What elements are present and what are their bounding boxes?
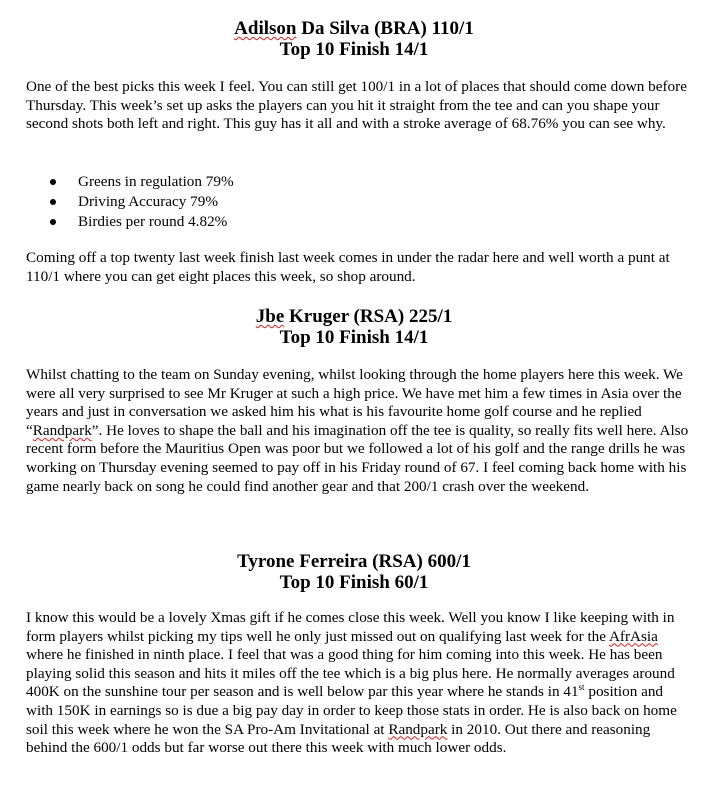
ordinal-suffix: st xyxy=(578,682,585,693)
course-name: Randpark xyxy=(32,421,92,439)
stat-item: Greens in regulation 79% xyxy=(48,172,234,192)
player-name-rest: Kruger (RSA) 225/1 xyxy=(284,306,453,327)
stat-item: Birdies per round 4.82% xyxy=(48,212,234,232)
top10-odds: Top 10 Finish 14/1 xyxy=(279,39,429,60)
stat-item: Driving Accuracy 79% xyxy=(48,192,234,212)
pick-heading xyxy=(0,551,708,593)
event-name: AfrAsia xyxy=(608,627,658,645)
pick-title xyxy=(0,306,708,327)
pick-outro-paragraph: Coming off a top twenty last week finish last week comes in under the radar here and well worth a punt at 110/1 where you can get eight places this week, so shop around. xyxy=(26,249,670,285)
player-first-name: Jbe xyxy=(255,306,285,327)
pick-heading xyxy=(0,306,708,348)
top10-odds: Top 10 Finish 60/1 xyxy=(279,572,429,593)
top10-odds: Top 10 Finish 14/1 xyxy=(279,327,429,348)
bullet-icon xyxy=(50,179,56,185)
player-name-rest: Da Silva (BRA) 110/1 xyxy=(296,18,474,39)
bullet-icon xyxy=(50,199,56,205)
pick-body-paragraph: I know this would be a lovely Xmas gift if he comes close this week. Well you know I like keeping with in form players whilst picking my tips well he only just missed out on qualifying last week for the AfrAsia where he finished in ninth place. I feel that was a good thing for him coming into this week. He has been playing solid this season and hits it miles off the tee which is a big plus here. He normally averages around 400K on the sunshine tour per season and is well below par this year where he stands in 41st position and with 150K in earnings so is due a big pay day in order to keep those stats in order. He is also back on home soil this week where he won the SA Pro-Am Invitational at Randpark in 2010. Out there and reasoning behind the 600/1 odds but far worse out there this week with much lower odds. xyxy=(26,609,677,757)
pick-body-paragraph: Whilst chatting to the team on Sunday evening, whilst looking through the home players here this week. We were all very surprised to see Mr Kruger at such a high price. We have met him a few times in Asia over the years and just in conversation we asked him his what is his favourite home golf course and he replied “Randpark”. He loves to shape the ball and his imagination off the tee is quality, so really fits well here. Also recent form before the Mauritius Open was poor but we followed a lot of his golf and the range drills he was working on Thursday evening seemed to pay off in his Friday round of 67. I feel coming back home with his game nearly back on song he could find another gear and that 200/1 crash over the weekend. xyxy=(26,366,689,495)
pick-title xyxy=(0,18,708,39)
pick-title: Tyrone Ferreira (RSA) 600/1 xyxy=(237,551,471,572)
course-name: Randpark xyxy=(388,720,448,738)
pick-heading xyxy=(0,18,708,60)
pick-intro-paragraph: One of the best picks this week I feel. You can still get 100/1 in a lot of places that should come down before Thursday. This week’s set up asks the players can you hit it straight from the tee and can you shape your second shots both left and right. This guy has it all and with a stroke average of 68.76% you can see why. xyxy=(26,78,687,133)
player-first-name: Adilson xyxy=(234,18,297,39)
stats-list xyxy=(48,172,234,232)
bullet-icon xyxy=(50,219,56,225)
